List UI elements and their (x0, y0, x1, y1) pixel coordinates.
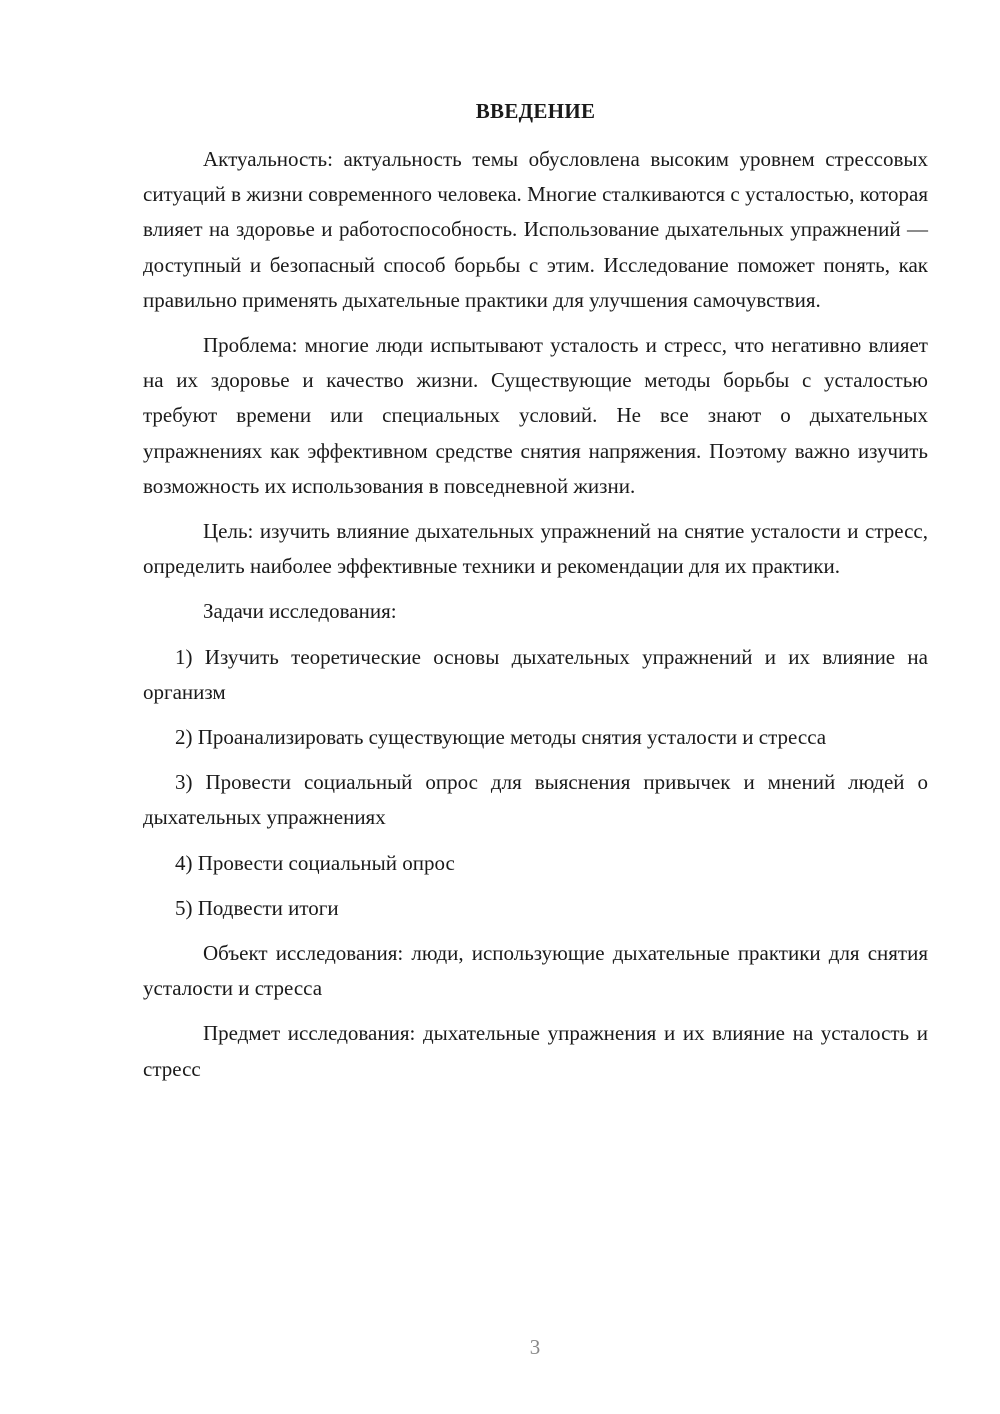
task-item: 1) Изучить теоретические основы дыхательных упражнений и их влияние на организм (143, 644, 928, 704)
task-item: 5) Подвести итоги (175, 895, 339, 920)
page-number: 3 (529, 1335, 541, 1359)
problem-paragraph: Проблема: многие люди испытывают усталость и стресс, что негативно влияет на их здоровье и качество жизни. Существующие методы борьбы с усталостью требуют времени или специальных условий. Не все знают о дыхательных упражнениях как эффективном средстве снятия напряжения. Поэтому важно изучить возможность их использования в повседневной жизни. (143, 333, 928, 498)
task-item: 2) Проанализировать существующие методы снятия усталости и стресса (175, 725, 827, 750)
task-item: 4) Провести социальный опрос (175, 850, 455, 875)
task-item: 3) Провести социальный опрос для выяснения привычек и мнений людей о дыхательных упражнениях (143, 770, 928, 830)
research-object-paragraph: Объект исследования: люди, использующие дыхательные практики для снятия усталости и стресса (143, 941, 928, 1001)
document-page (143, 96, 928, 1097)
relevance-paragraph: Актуальность: актуальность темы обусловлена высоким уровнем стрессовых ситуаций в жизни современного человека. Многие сталкиваются с усталостью, которая влияет на здоровье и работоспособность. Использование дыхательных упражнений — доступный и безопасный способ борьбы с этим. Исследование поможет понять, как правильно применять дыхательные практики для улучшения самочувствия. (143, 147, 928, 312)
goal-paragraph: Цель: изучить влияние дыхательных упражнений на снятие усталости и стресс, определить наиболее эффективные техники и рекомендации для их практики. (143, 519, 928, 579)
research-subject-paragraph: Предмет исследования: дыхательные упражнения и их влияние на усталость и стресс (143, 1021, 928, 1081)
tasks-heading: Задачи исследования: (203, 599, 397, 624)
page-title: ВВЕДЕНИЕ (475, 99, 596, 123)
